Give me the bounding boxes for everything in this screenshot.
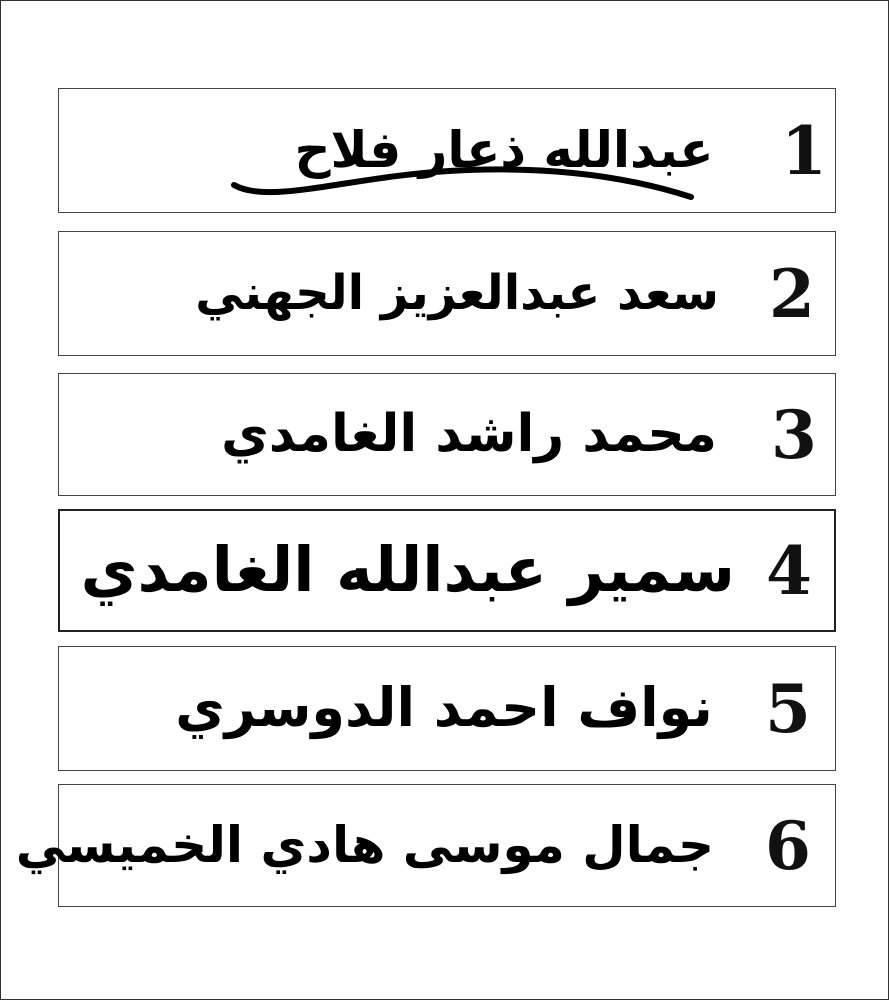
name-row-1 [58, 88, 836, 213]
row-number-6: 6 [765, 806, 811, 885]
row-number-5: 5 [765, 669, 811, 748]
row-number-1: 1 [781, 111, 827, 190]
calligraphy-name-5: نواف احمد الدوسري [175, 675, 713, 739]
name-row-6 [15, 784, 836, 907]
decorative-swash [229, 147, 699, 207]
row-number-3: 3 [771, 395, 817, 474]
name-row-2 [58, 231, 836, 356]
calligraphy-name-3: محمد راشد الغامدي [221, 403, 717, 464]
name-row-3 [58, 373, 836, 496]
name-row-4 [58, 509, 836, 632]
calligraphy-name-4: سمير عبدالله الغامدي [80, 532, 735, 606]
calligraphy-name-6: جمال موسى هادي الخميسي [15, 815, 714, 874]
row-number-4: 4 [766, 531, 812, 610]
row-number-2: 2 [769, 254, 815, 333]
calligraphy-name-1: عبدالله ذعار فلاح [294, 120, 714, 179]
calligraphy-name-2: سعد عبدالعزيز الجهني [195, 264, 719, 321]
name-row-5 [58, 646, 836, 771]
